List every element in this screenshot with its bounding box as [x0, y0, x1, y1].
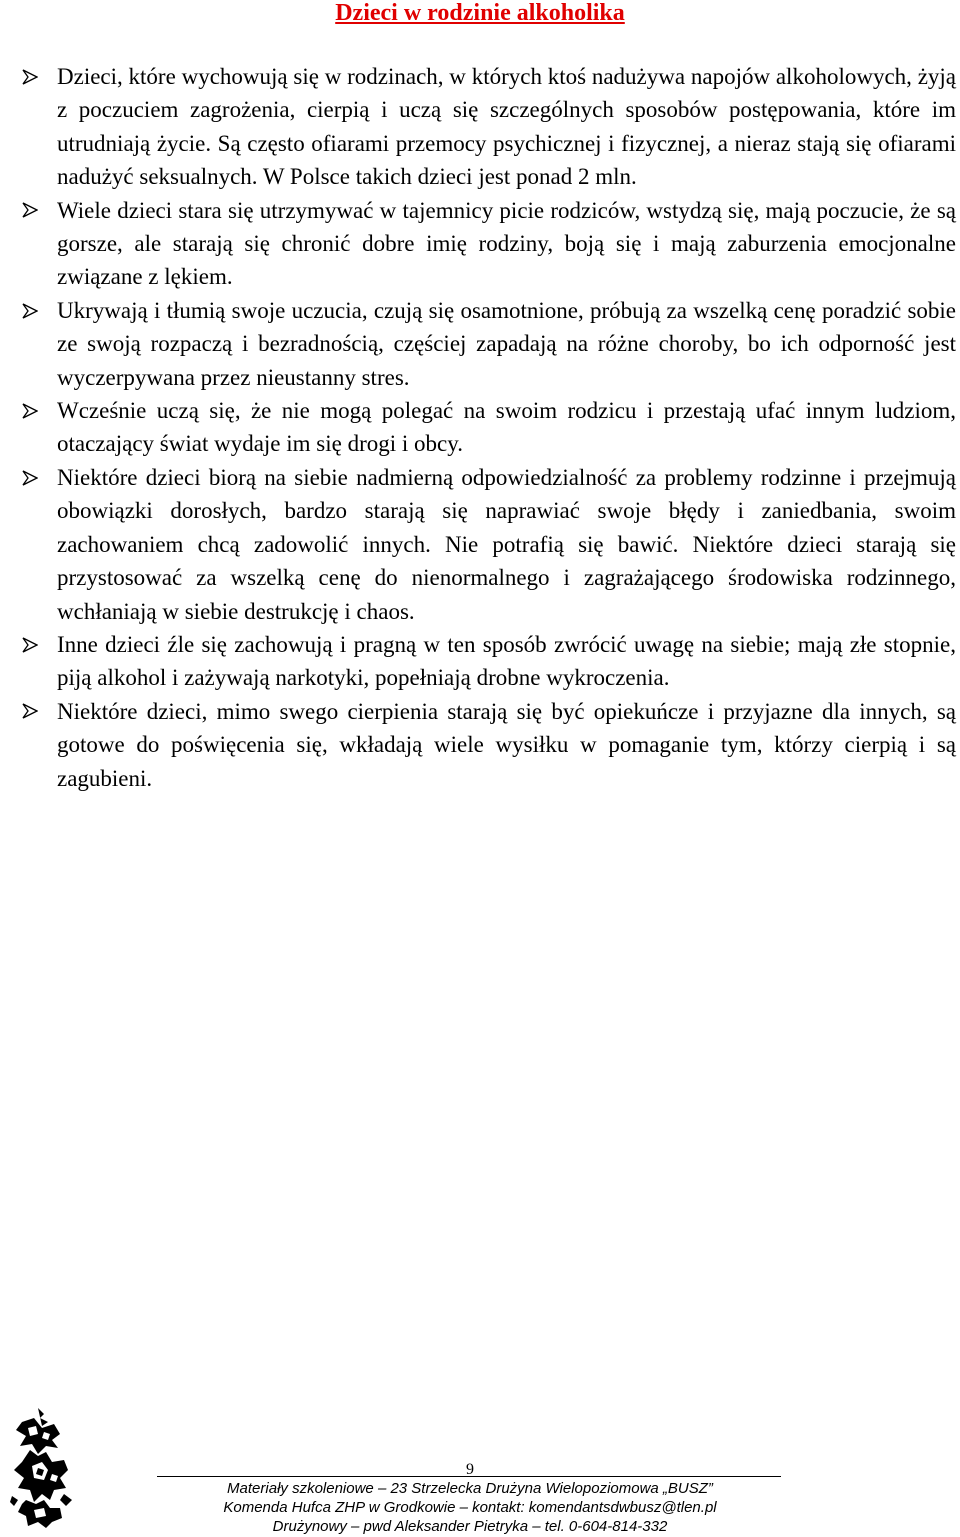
arrow-bullet-icon	[22, 461, 57, 494]
arrow-bullet-icon	[22, 394, 57, 427]
bullet-text: Wiele dzieci stara się utrzymywać w tajemnicy picie rodziców, wstydzą się, mają poczucie, że są gorsze, ale starają się chronić dobre imię rodziny, boją się i mają zaburzenia emocjonalne związane z lękiem.	[57, 197, 956, 290]
bullet-text: Niektóre dzieci, mimo swego cierpienia starają się być opiekuńcze i przyjazne dla innych, są gotowe do poświęcenia się, wkładają wiele wysiłku w pomaganie tym, którzy cierpią i są zagubieni.	[57, 698, 956, 791]
footer-divider	[157, 1476, 781, 1477]
arrow-bullet-icon	[22, 294, 57, 327]
footer-materials-line: Materiały szkoleniowe – 23 Strzelecka Drużyna Wielopoziomowa „BUSZ”	[227, 1480, 713, 1497]
bullet-text: Dzieci, które wychowują się w rodzinach, w których ktoś nadużywa napojów alkoholowych, żyją z poczuciem zagrożenia, cierpią i uczą się szczególnych sposobów postępowania, które im utrudniają życie. Są często ofiarami przemocy psychicznej i fizycznej, a nieraz stają się ofiarami nadużyć seksualnych. W Polsce takich dzieci jest ponad 2 mln.	[57, 64, 956, 190]
arrow-bullet-icon	[22, 695, 57, 728]
document-title: Dzieci w rodzinie alkoholika	[335, 0, 625, 26]
list-item	[22, 628, 956, 695]
bullet-text: Niektóre dzieci biorą na siebie nadmierną odpowiedzialność za problemy rodzinne i przejmują obowiązki dorosłych, bardzo starają się naprawiać swoje błędy i zaniedbania, swoim zachowaniem chcą zadowolić innych. Nie potrafią się bawić. Niektóre dzieci starają się przystosować za wszelką cenę do nienormalnego i zagrażającego środowiska rodzinnego, wchłaniają w siebie destrukcję i chaos.	[57, 464, 956, 624]
footer-contact-line: Komenda Hufca ZHP w Grodkowie – kontakt: komendantsdwbusz@tlen.pl	[223, 1499, 717, 1516]
bullet-text: Inne dzieci źle się zachowują i pragną w ten sposób zwrócić uwagę na siebie; mają złe stopnie, piją alkohol i zażywają narkotyki, popełniają drobne wykroczenia.	[57, 631, 956, 691]
arrow-bullet-icon	[22, 628, 57, 661]
footer-leader-line: Drużynowy – pwd Aleksander Pietryka – tel. 0-604-814-332	[272, 1518, 668, 1535]
list-item	[22, 194, 956, 294]
list-item	[22, 394, 956, 461]
arrow-bullet-icon	[22, 60, 57, 93]
bullet-list	[22, 60, 956, 795]
list-item	[22, 294, 956, 394]
list-item	[22, 695, 956, 795]
page-number: 9	[466, 1461, 474, 1478]
list-item	[22, 60, 956, 194]
list-item	[22, 461, 956, 628]
bullet-text: Ukrywają i tłumią swoje uczucia, czują się osamotnione, próbują za wszelką cenę poradzić sobie ze swoją rozpaczą i bezradnością, częściej zapadają na różne choroby, bo ich odporność jest wyczerpywana przez nieustanny stres.	[57, 297, 956, 390]
bullet-text: Wcześnie uczą się, że nie mogą polegać na swoim rodzicu i przestają ufać innym ludziom, otaczający świat wydaje im się drogi i obcy.	[57, 398, 956, 457]
arrow-bullet-icon	[22, 194, 57, 227]
